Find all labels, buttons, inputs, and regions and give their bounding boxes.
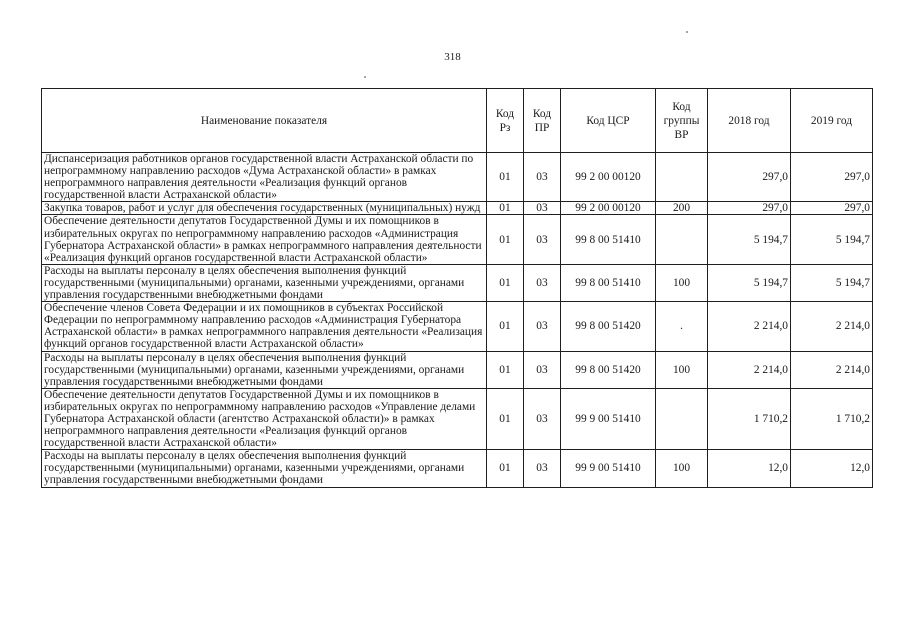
row-name: Обеспечение членов Совета Федерации и их помощников в субъектах Российской Федерации по непрограммному направлению расходов «Администрация Губернатора Астраханской области» в рамках непрограммного направления деятельности «Реализация функций органов государственной власти Астраханской области» — [42, 302, 487, 351]
header-name: Наименование показателя — [42, 89, 487, 153]
header-code-vr-line2: группы — [663, 114, 700, 127]
row-vr — [656, 388, 708, 449]
row-name: Обеспечение деятельности депутатов Государственной Думы и их помощников в избирательных округах по непрограммному направлению расходов «Управление делами Губернатора Астраханской области (агентство Астраханской области)» в рамках непрограммного направления деятельности «Реализация функций органов государственной власти Астраханской области» — [42, 388, 487, 449]
row-2018: 5 194,7 — [708, 264, 791, 301]
header-code-pr-line1: Код — [532, 107, 552, 120]
row-pr: 03 — [524, 302, 561, 351]
row-2019: 1 710,2 — [791, 388, 873, 449]
row-2019: 5 194,7 — [791, 215, 873, 264]
row-2018: 5 194,7 — [708, 215, 791, 264]
header-code-pr-line2: ПР — [534, 121, 550, 134]
row-csr: 99 2 00 00120 — [561, 202, 656, 215]
row-pr: 03 — [524, 351, 561, 388]
row-name: Расходы на выплаты персоналу в целях обеспечения выполнения функций государственными (муниципальными) органами, казенными учреждениями, органами управления государственными внебюджетными фондами — [42, 351, 487, 388]
header-code-vr-line1: Код — [672, 100, 691, 113]
row-name: Расходы на выплаты персоналу в целях обеспечения выполнения функций государственными (муниципальными) органами, казенными учреждениями, органами управления государственными внебюджетными фондами — [42, 264, 487, 301]
row-2019: 297,0 — [791, 202, 873, 215]
row-pr: 03 — [524, 202, 561, 215]
row-name: Расходы на выплаты персоналу в целях обеспечения выполнения функций государственными (муниципальными) органами, казенными учреждениями, органами управления государственными внебюджетными фондами — [42, 450, 487, 487]
row-vr: 200 — [656, 202, 708, 215]
table-row — [42, 264, 873, 301]
row-csr: 99 9 00 51410 — [561, 450, 656, 487]
row-2019: 297,0 — [791, 153, 873, 202]
header-code-vr-line3: ВР — [674, 128, 689, 141]
table-row — [42, 351, 873, 388]
row-vr — [656, 215, 708, 264]
row-2019: 5 194,7 — [791, 264, 873, 301]
row-vr — [656, 153, 708, 202]
row-2018: 297,0 — [708, 153, 791, 202]
header-code-rz — [487, 89, 524, 153]
row-rz: 01 — [487, 215, 524, 264]
table-row — [42, 388, 873, 449]
table-row — [42, 202, 873, 215]
row-csr: 99 8 00 51420 — [561, 351, 656, 388]
row-csr: 99 8 00 51420 — [561, 302, 656, 351]
row-2019: 2 214,0 — [791, 351, 873, 388]
header-2019: 2019 год — [791, 89, 873, 153]
table-row — [42, 153, 873, 202]
table-header-row — [42, 89, 873, 153]
header-2018: 2018 год — [708, 89, 791, 153]
row-vr: 100 — [656, 450, 708, 487]
header-code-rz-line2: Рз — [499, 121, 511, 134]
row-rz: 01 — [487, 302, 524, 351]
row-2018: 1 710,2 — [708, 388, 791, 449]
header-code-vr — [656, 89, 708, 153]
table-row — [42, 215, 873, 264]
table-row — [42, 302, 873, 351]
scan-speck — [686, 31, 688, 33]
row-2018: 12,0 — [708, 450, 791, 487]
row-2019: 2 214,0 — [791, 302, 873, 351]
row-pr: 03 — [524, 215, 561, 264]
row-rz: 01 — [487, 153, 524, 202]
row-rz: 01 — [487, 388, 524, 449]
page-number: 318 — [444, 51, 461, 63]
row-name: Обеспечение деятельности депутатов Государственной Думы и их помощников в избирательных округах по непрограммному направлению расходов «Администрация Губернатора Астраханской области» в рамках непрограммного направления деятельности «Реализация функций органов государственной власти Астраханской области» — [42, 215, 487, 264]
header-code-csr: Код ЦСР — [561, 89, 656, 153]
row-name: Диспансеризация работников органов государственной власти Астраханской области по непрограммному направлению расходов «Дума Астраханской области» в рамках непрограммного направления деятельности «Реализация функций органов государственной власти Астраханской области» — [42, 153, 487, 202]
row-rz: 01 — [487, 202, 524, 215]
row-pr: 03 — [524, 153, 561, 202]
row-pr: 03 — [524, 264, 561, 301]
row-pr: 03 — [524, 450, 561, 487]
row-csr: 99 2 00 00120 — [561, 153, 656, 202]
row-rz: 01 — [487, 450, 524, 487]
row-2018: 2 214,0 — [708, 351, 791, 388]
header-code-rz-line1: Код — [495, 107, 515, 120]
row-pr: 03 — [524, 388, 561, 449]
row-vr: 100 — [656, 264, 708, 301]
scan-speck — [364, 76, 366, 78]
table-row — [42, 450, 873, 487]
row-2018: 2 214,0 — [708, 302, 791, 351]
row-rz: 01 — [487, 351, 524, 388]
row-name: Закупка товаров, работ и услуг для обеспечения государственных (муниципальных) нужд — [42, 202, 487, 215]
row-2019: 12,0 — [791, 450, 873, 487]
row-vr: . — [656, 302, 708, 351]
budget-table — [41, 88, 873, 488]
row-rz: 01 — [487, 264, 524, 301]
row-2018: 297,0 — [708, 202, 791, 215]
row-csr: 99 9 00 51410 — [561, 388, 656, 449]
row-vr: 100 — [656, 351, 708, 388]
row-csr: 99 8 00 51410 — [561, 215, 656, 264]
header-code-pr — [524, 89, 561, 153]
row-csr: 99 8 00 51410 — [561, 264, 656, 301]
